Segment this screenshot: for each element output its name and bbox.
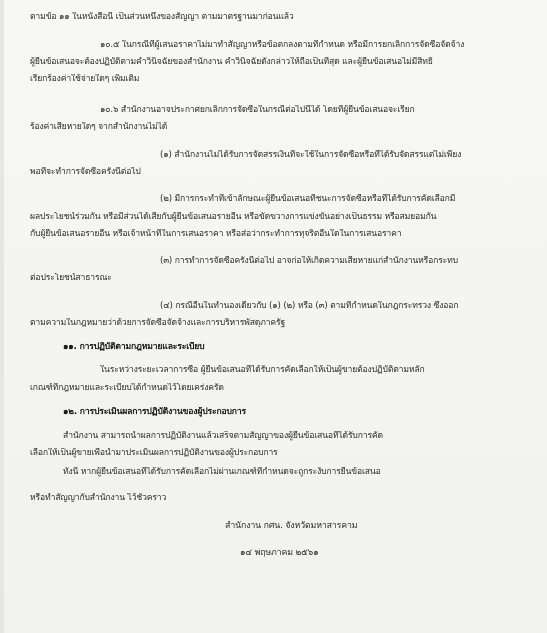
sub-item-4-line: (๔) กรณีอื่นในทำนองเดียวกับ (๑) (๒) หรือ (๓) ตามที่กำหนดในกฎกระทรวง ซึ่งออก — [160, 301, 459, 311]
paragraph-line: ตามความในกฎหมายว่าด้วยการจัดซื้อจัดจ้างและการบริหารพัสดุภาครัฐ — [30, 318, 286, 328]
paragraph-line: ร้องค่าเสียหายใดๆ จากสำนักงานไม่ได้ — [30, 122, 168, 132]
paragraph-line: ต่อประโยชน์สาธารณะ — [30, 273, 112, 283]
issue-date: ๑๔ พฤษภาคม ๒๕๖๑ — [240, 548, 319, 558]
sub-item-1-line: (๑) สำนักงานไม่ได้รับการจัดสรรเงินที่จะใช้ในการจัดซื้อหรือที่ได้รับจัดสรรแต่ไม่เพียง — [160, 150, 462, 160]
paragraph-line: ในระหว่างระยะเวลาการซื้อ ผู้ยื่นข้อเสนอที่ได้รับการคัดเลือกให้เป็นผู้ขายต้องปฏิบัติตามหลัก — [100, 365, 425, 375]
paragraph-line: พอที่จะทำการจัดซื้อครั้งนี้ต่อไป — [30, 167, 141, 177]
issuing-office: สำนักงาน กศน. จังหวัดมหาสารคาม — [225, 521, 358, 531]
paragraph-line: ทั้งนี้ หากผู้ยื่นข้อเสนอที่ได้รับการคัดเลือกไม่ผ่านเกณฑ์ที่กำหนดจะถูกระงับการยื่นข้อเสนอ — [63, 467, 381, 477]
section-11-heading: ๑๑. การปฏิบัติตามกฎหมายและระเบียบ — [63, 342, 205, 352]
sub-item-3-line: (๓) การทำการจัดซื้อครั้งนี้ต่อไป อาจก่อให้เกิดความเสียหายแก่สำนักงานหรือกระทบ — [160, 256, 458, 266]
paragraph-line: หรือทำสัญญากับสำนักงาน ไว้ชั่วคราว — [30, 493, 167, 503]
paragraph-line: ตามข้อ ๑๑ ในหนังสือนี้ เป็นส่วนหนึ่งของสัญญา ตามมาตรฐานมาก่อนแล้ว — [30, 12, 294, 22]
paragraph-line: เรียกร้องค่าใช้จ่ายใดๆ เพิ่มเติม — [30, 74, 140, 84]
paragraph-line: ผลประโยชน์ร่วมกัน หรือมีส่วนได้เสียกับผู้ยื่นข้อเสนอรายอื่น หรือขัดขวางการแข่งขันอย่างเป็นธรรม หรือสมยอมกัน — [30, 212, 437, 222]
paragraph-line: กับผู้ยื่นข้อเสนอรายอื่น หรือเจ้าหน้าที่ในการเสนอราคา หรือส่อว่ากระทำการทุจริตอื่นใดในการเสนอราคา — [30, 229, 402, 239]
clause-10-6-line: ๑๐.๖ สำนักงานอาจประกาศยกเลิกการจัดซื้อในกรณีต่อไปนี้ได้ โดยที่ผู้ยื่นข้อเสนอจะเรียก — [100, 105, 415, 115]
paragraph-line: เกณฑ์ที่กฎหมายและระเบียบได้กำหนดไว้โดยเคร่งครัด — [30, 383, 224, 393]
section-12-heading: ๑๒. การประเมินผลการปฏิบัติงานของผู้ประกอบการ — [63, 407, 247, 417]
sub-item-2-line: (๒) มีการกระทำที่เข้าลักษณะผู้ยื่นข้อเสนอที่ชนะการจัดซื้อหรือที่ได้รับการคัดเลือกมี — [160, 194, 456, 204]
paragraph-line: ผู้ยื่นข้อเสนอจะต้องปฏิบัติตามคำวินิจฉัยของสำนักงาน คำวินิจฉัยดังกล่าวให้ถือเป็นที่สุด และผู้ยื่นข้อเสนอไม่มีสิทธิ — [30, 57, 433, 67]
paragraph-line: สำนักงาน สามารถนำผลการปฏิบัติงานแล้วเสร็จตามสัญญาของผู้ยื่นข้อเสนอที่ได้รับการคัด — [63, 431, 383, 441]
paragraph-line: เลือกให้เป็นผู้ขายเพื่อนำมาประเมินผลการปฏิบัติงานของผู้ประกอบการ — [30, 448, 278, 458]
page-edge-shadow — [0, 0, 4, 633]
clause-10-5-line: ๑๐.๕ ในกรณีที่ผู้เสนอราคาไม่มาทำสัญญาหรือข้อตกลงตามที่กำหนด หรือมีการยกเลิกการจัดซื้อจัดจ้าง — [100, 40, 465, 50]
